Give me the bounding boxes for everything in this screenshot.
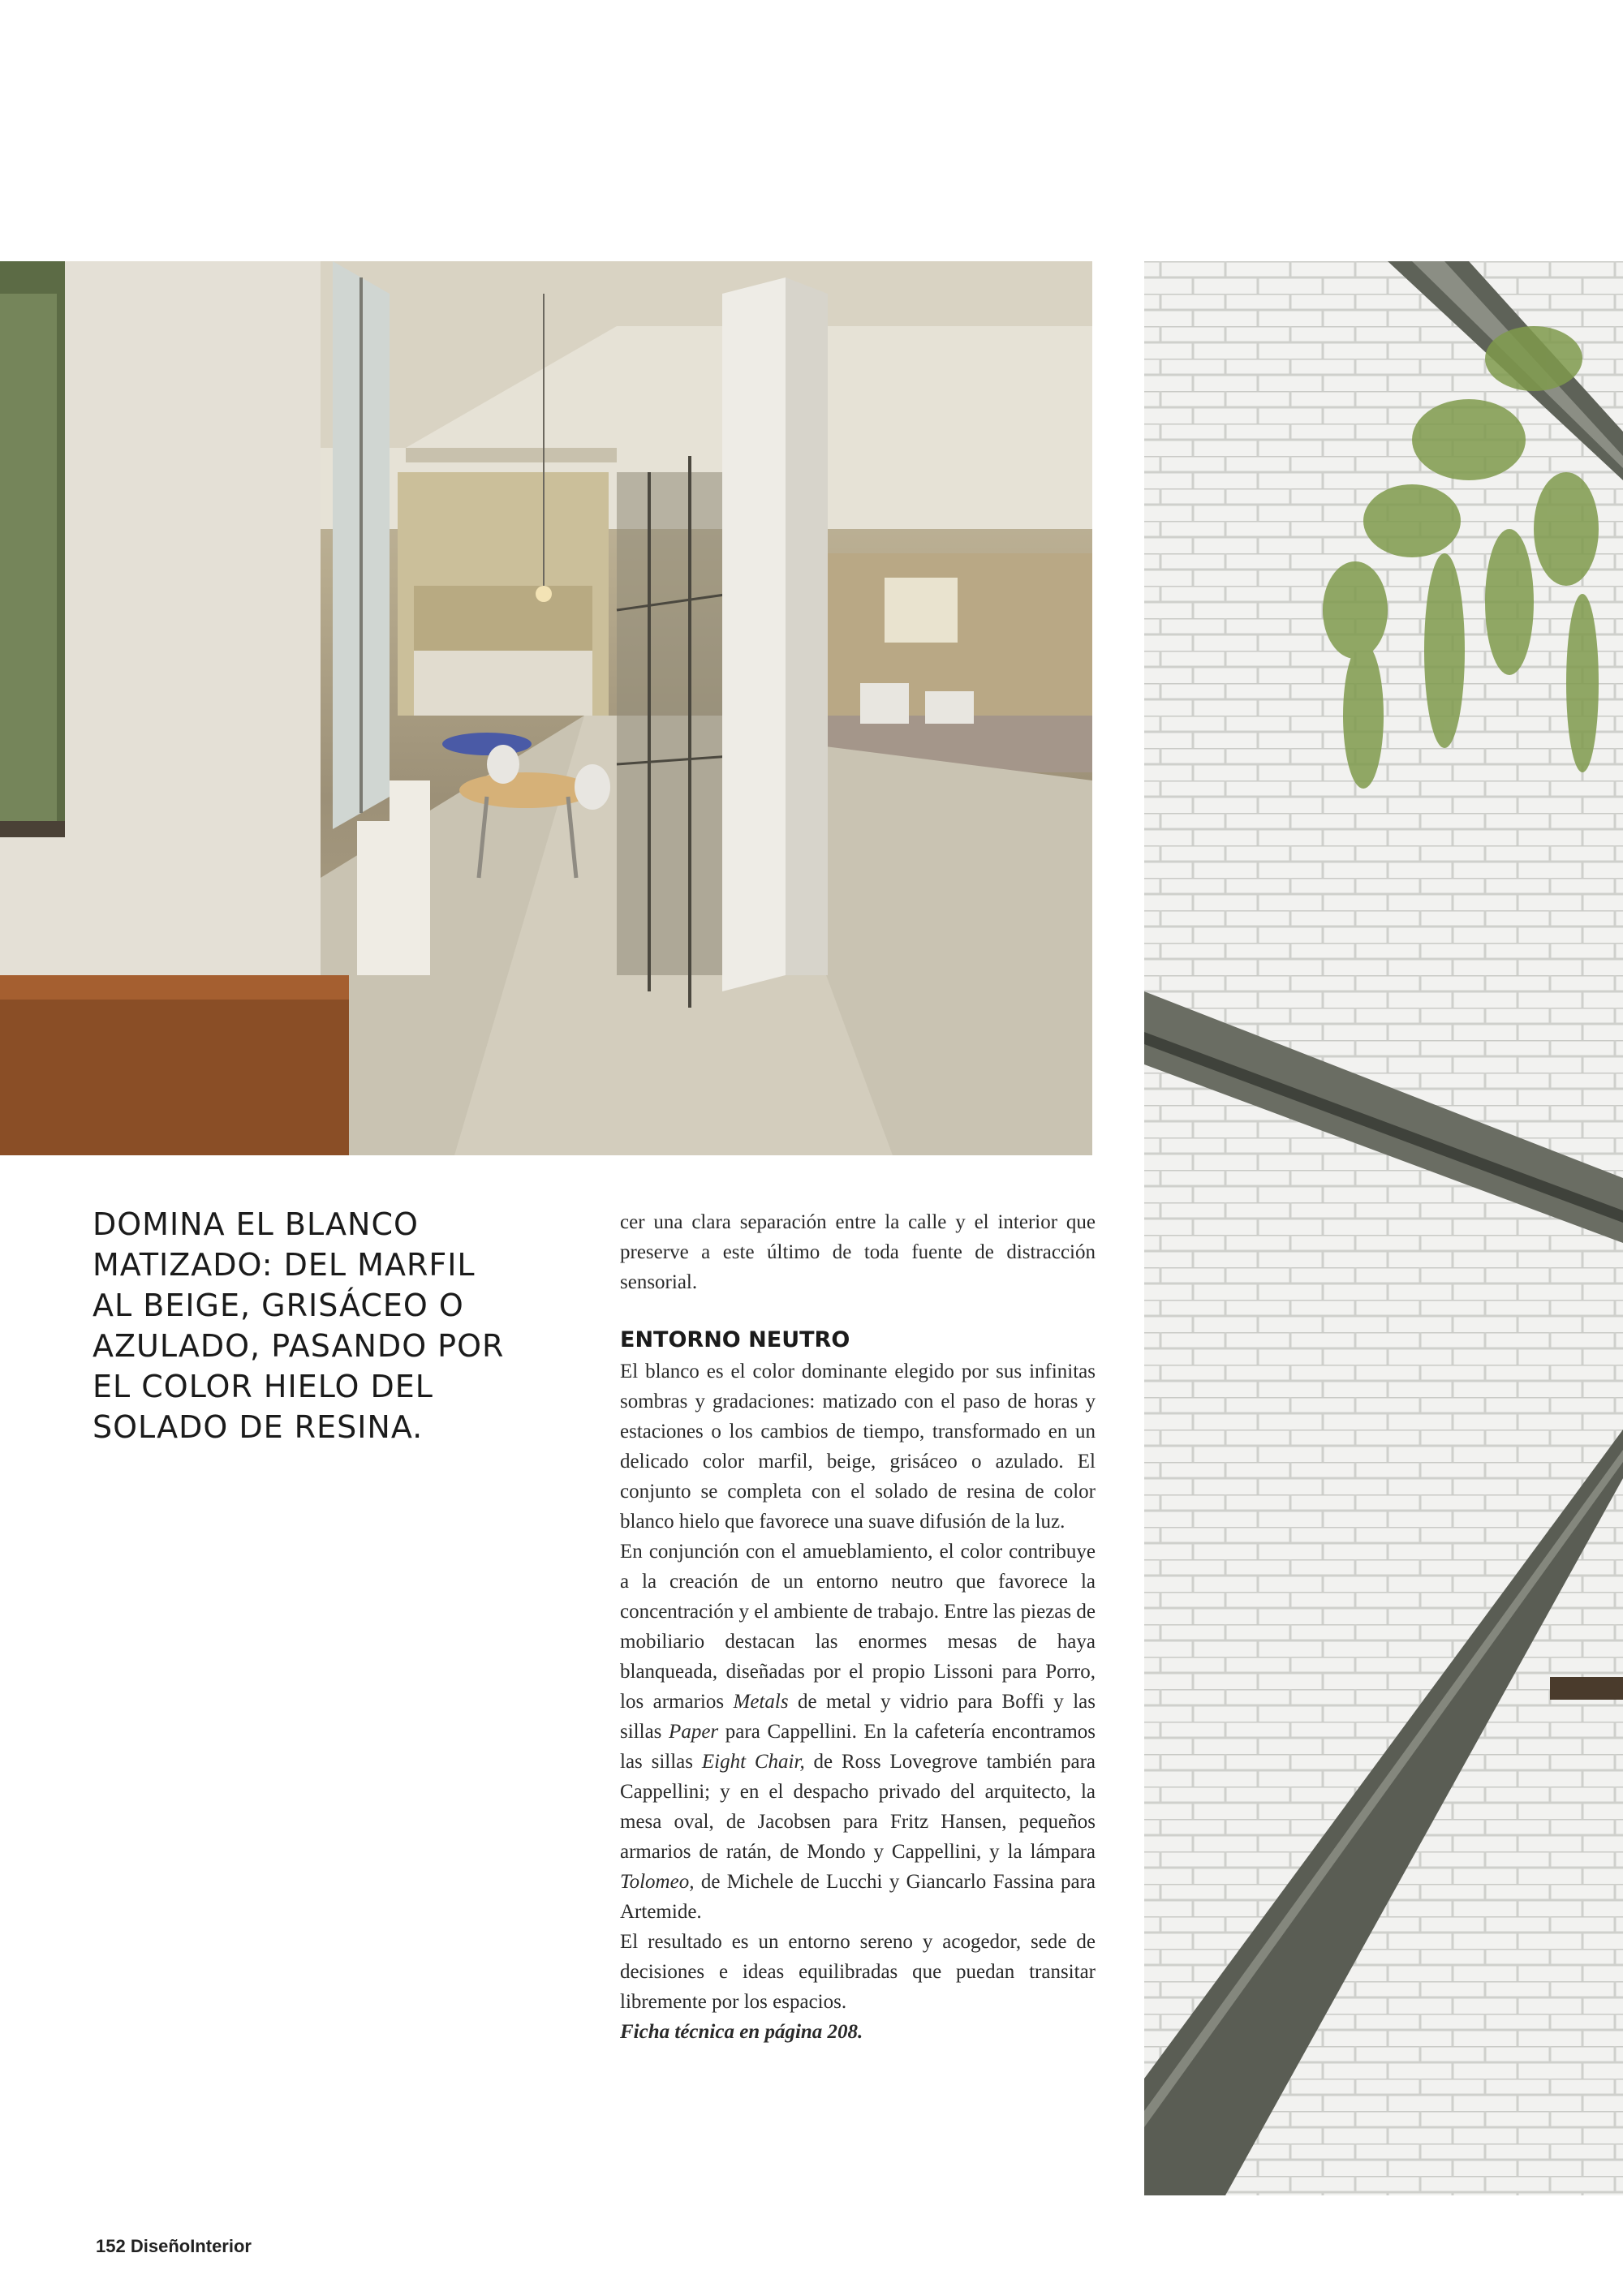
pull-quote-line: SOLADO DE RESINA. [93, 1409, 424, 1445]
body-text-run: de Michele de Lucchi y Giancarlo Fassina para Artemide. [620, 1871, 1096, 1923]
body-paragraph-1: El blanco es el color dominante elegido por sus infinitas sombras y gradaciones: matizado con el paso de horas y estaciones o los cambios de tiempo, transformado en un delicado color marfil, beige, grisáceo o azulado. El conjunto se completa con el solado de resina de color blanco hielo que favorece una suave difusión de la luz. [620, 1361, 1096, 1533]
product-name: Paper [669, 1721, 719, 1743]
body-paragraph-3: El resultado es un entorno sereno y acogedor, sede de decisiones e ideas equilibradas que puedan transitar libremente por los espacios. [620, 1931, 1096, 2013]
intro-paragraph: cer una clara separación entre la calle y el interior que preserve a este último de toda fuente de distracción sensorial. [620, 1211, 1096, 1293]
section-heading: ENTORNO NEUTRO [620, 1327, 850, 1352]
product-name: Metals [733, 1691, 789, 1713]
product-name: Eight Chair, [701, 1751, 805, 1773]
body-paragraph-2 [620, 1537, 1096, 1927]
office-interior-illustration [0, 261, 1092, 1155]
pull-quote-line: DOMINA EL BLANCO [93, 1206, 419, 1242]
pull-quote-line: AZULADO, PASANDO POR [93, 1328, 505, 1364]
body-text-run: En conjunción con el amueblamiento, el color contribuye a la creación de un entorno neutro que favorece la concentración y el ambiente de trabajo. Entre las piezas de mobiliario destacan las enormes mesas de haya blanqueada, diseñadas por el propio Lissoni para Porro, los armarios [620, 1541, 1096, 1713]
pull-quote-line: MATIZADO: DEL MARFIL [93, 1247, 476, 1283]
page-number: 152 [96, 2236, 126, 2256]
brick-wall-illustration [1144, 261, 1623, 2195]
body-text-run: de Ross Lovegrove también para Cappellini; y en el despacho privado del arquitecto, la mesa oval, de Jacobsen para Fritz Hansen, pequeños armarios de ratán, de Mondo y Cappellini, y la lámpara [620, 1751, 1096, 1863]
body-text-run: para Cappellini. En la cafetería encontramos las sillas [620, 1721, 1096, 1773]
article-body [620, 1357, 1096, 2047]
body-text-run: de metal y vidrio para Boffi y las sillas [620, 1691, 1096, 1743]
page-footer [96, 2236, 252, 2257]
product-name: Tolomeo, [620, 1871, 695, 1893]
pull-quote-line: EL COLOR HIELO DEL [93, 1369, 433, 1404]
brick-wall-photo [1144, 261, 1623, 2195]
magazine-name: DiseñoInterior [130, 2236, 252, 2256]
technical-sheet-reference: Ficha técnica en página 208. [620, 2021, 863, 2043]
pull-quote [93, 1204, 531, 1447]
office-interior-photo [0, 261, 1092, 1155]
pull-quote-line: AL BEIGE, GRISÁCEO O [93, 1288, 464, 1323]
